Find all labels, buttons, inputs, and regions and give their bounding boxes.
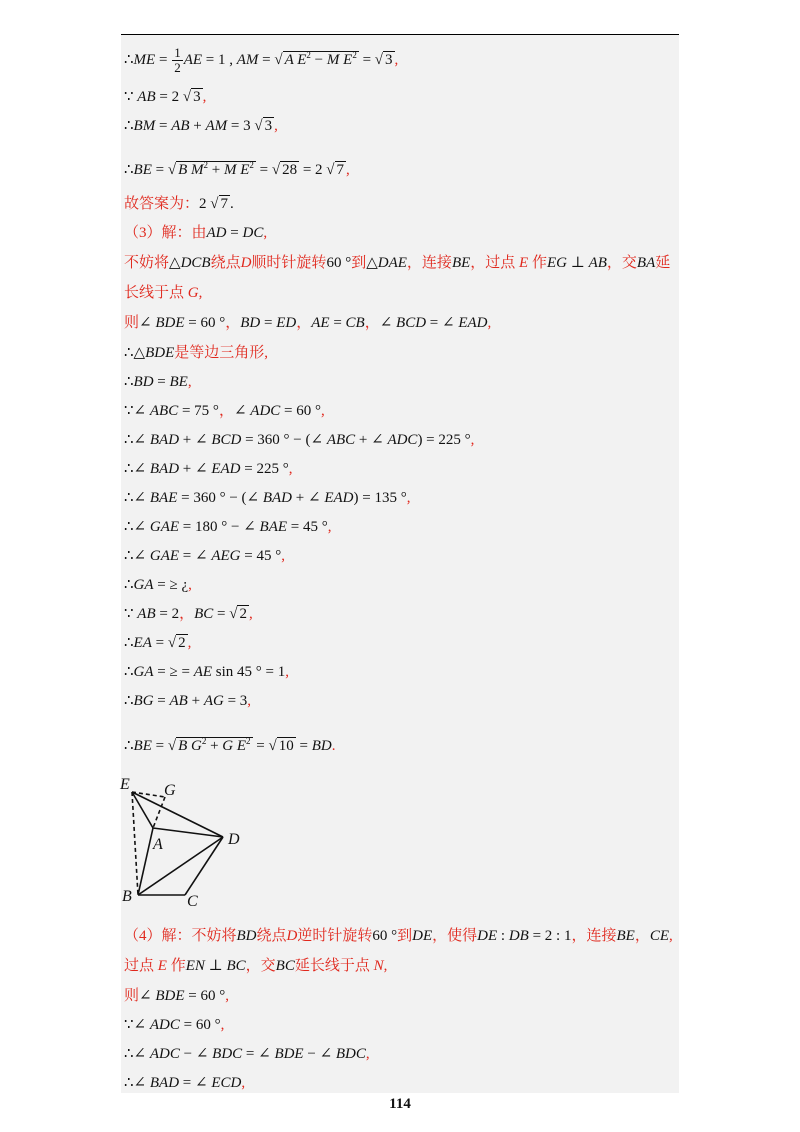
- line-text: ∵ AB = 2，BC = √ 2 ,: [124, 606, 253, 622]
- solution-line: [124, 731, 335, 756]
- solution-line: [124, 372, 192, 392]
- line-text: ∵∠ ABC = 75 °，∠ ADC = 60 °,: [124, 403, 325, 419]
- solution-line: [124, 283, 202, 303]
- line-text: ∴BM = AB + AM = 3 √ 3 ,: [124, 118, 278, 134]
- line-text: ∴△BDE是等边三角形,: [124, 345, 269, 361]
- line-text: ∴∠ GAE = ∠ AEG = 45 °,: [124, 548, 285, 564]
- page-number: 114: [389, 1096, 411, 1112]
- solution-line: [124, 401, 325, 421]
- line-text: 长线于点 G,: [124, 285, 203, 301]
- solution-line: [124, 662, 289, 682]
- answer-line: [124, 194, 234, 214]
- line-text: 过点 E 作EN ⊥ BC，交BC延长线于点 N,: [124, 958, 388, 974]
- line-text: ∵∠ ADC = 60 °,: [124, 1017, 225, 1033]
- line-text: ∴∠ BAD + ∠ BCD = 360 ° − (∠ ABC + ∠ ADC) = 225 °,: [124, 432, 475, 448]
- label-C: C: [187, 893, 198, 910]
- solution-line: [124, 155, 350, 180]
- line-text: ∴BG = AB + AG = 3,: [124, 693, 252, 709]
- segment-AB: [138, 828, 153, 895]
- line-text: 故答案为：2 √ 7 .: [124, 196, 234, 212]
- line-text: ∴BD = BE,: [124, 374, 192, 390]
- solution-line: [124, 343, 268, 363]
- line-text: ∵ AB = 2 √ 3 ,: [124, 89, 207, 105]
- solution-line: [124, 1044, 370, 1064]
- part-3-heading: [124, 223, 267, 243]
- line-text: ∴BE = √ B $G^2 + G$ $E^2$ = √ 10 = BD.: [124, 736, 336, 754]
- line-text: ∴∠ BAD = ∠ ECD,: [124, 1075, 246, 1091]
- solution-line: [124, 488, 410, 508]
- solution-line: [124, 1015, 224, 1035]
- solution-line: [124, 459, 292, 479]
- solution-line: [124, 575, 192, 595]
- label-B: B: [122, 888, 132, 905]
- line-text: （4）解：不妨将BD绕点D逆时针旋转60 °到DE，使得DE : DB = 2 : 1，连接BE，CE,: [124, 928, 673, 944]
- line-text: ∴∠ BAE = 360 ° − (∠ BAD + ∠ EAD) = 135 °,: [124, 490, 411, 506]
- solution-line: [124, 87, 206, 107]
- solution-line: [124, 986, 229, 1006]
- line-text: ∴∠ GAE = 180 ° − ∠ BAE = 45 °,: [124, 519, 332, 535]
- fraction: $\frac{1}{2}$: [174, 45, 181, 76]
- solution-line: [124, 691, 251, 711]
- solution-line: [124, 116, 278, 136]
- segment-BD: [138, 837, 223, 895]
- solution-line: [124, 517, 332, 537]
- solution-line: [124, 604, 253, 624]
- line-text: ∴BE = √ B $M^2 + M$ $E^2$ = √ 28 = 2 √ 7 ,: [124, 160, 350, 178]
- label-D: D: [228, 831, 240, 848]
- line-text: 则∠ BDE = 60 °，BD = ED，AE = CB，∠ BCD = ∠ EAD,: [124, 315, 492, 331]
- segment-CD: [185, 837, 223, 895]
- label-A: A: [153, 836, 163, 853]
- line-text: ∴EA = √ 2 ,: [124, 635, 192, 651]
- line-text: ∴∠ BAD + ∠ EAD = 225 °,: [124, 461, 293, 477]
- part-4-heading: [124, 926, 673, 946]
- solution-line: [124, 633, 191, 653]
- line-text: ∴ME = $\frac{1}{2}$ AE = 1 , AM = √ A $E^2 - M$ $E^2$ = √ 3 ,: [124, 45, 399, 76]
- solution-line: [124, 253, 670, 273]
- line-text: ∴GA = ≥ = AE sin 45 ° = 1,: [124, 664, 289, 680]
- segment-GA: [153, 797, 165, 828]
- solution-line: [124, 956, 387, 976]
- solution-line: [124, 1073, 245, 1093]
- segment-EB: [132, 792, 138, 895]
- geometry-figure: [115, 770, 255, 910]
- solution-line: [124, 313, 491, 333]
- solution-line: [124, 430, 474, 450]
- label-E: E: [120, 776, 130, 793]
- line-text: ∴GA = ≥ ¿,: [124, 577, 192, 593]
- line-text: ∴∠ ADC − ∠ BDC = ∠ BDE − ∠ BDC,: [124, 1046, 370, 1062]
- line-text: （3）解：由AD = DC,: [124, 225, 268, 241]
- label-G: G: [164, 782, 176, 799]
- solution-line: [124, 546, 285, 566]
- solution-line: [124, 45, 398, 75]
- line-text: 则∠ BDE = 60 °,: [124, 988, 229, 1004]
- line-text: 不妨将△DCB绕点D顺时针旋转60 °到△DAE，连接BE，过点 E 作EG ⊥ AB，交BA延: [124, 255, 671, 271]
